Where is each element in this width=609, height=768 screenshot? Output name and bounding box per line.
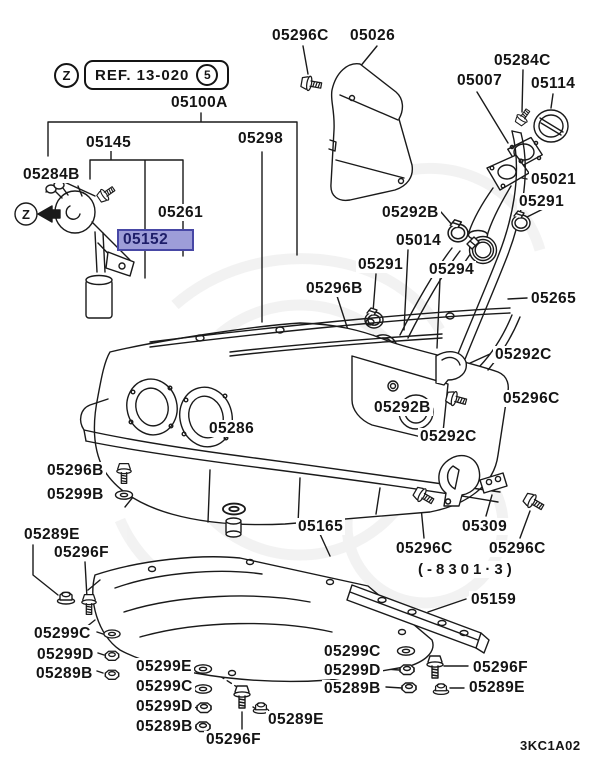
nut-icon xyxy=(197,703,211,713)
bolt-icon xyxy=(82,595,96,615)
washer-icon xyxy=(398,647,415,655)
part-label[interactable]: 05294 xyxy=(429,261,475,278)
nut-icon xyxy=(400,665,414,675)
fuel-cap-drawing xyxy=(534,110,568,142)
bolt-icon xyxy=(234,686,250,708)
washer-icon xyxy=(104,630,120,638)
part-label[interactable]: 05292C xyxy=(420,428,477,445)
part-label[interactable]: 05284B xyxy=(23,166,80,183)
bolt-icon xyxy=(300,75,322,93)
part-label[interactable]: 05289E xyxy=(469,679,525,696)
part-label[interactable]: 05289B xyxy=(136,718,193,735)
part-label[interactable]: 05296C xyxy=(503,390,560,407)
part-label[interactable]: 05296B xyxy=(47,462,104,479)
part-label[interactable]: 05265 xyxy=(531,290,577,307)
part-label[interactable]: 05296C xyxy=(272,27,329,44)
ref-box[interactable] xyxy=(84,60,229,90)
drain-plug-drawing xyxy=(226,518,241,537)
part-label[interactable]: 05298 xyxy=(238,130,284,147)
part-label[interactable]: 05165 xyxy=(298,518,344,535)
part-label[interactable]: 05114 xyxy=(531,75,576,92)
part-label[interactable]: 05291 xyxy=(358,256,404,273)
part-label[interactable]: 05292B xyxy=(374,399,431,416)
part-label[interactable]: 05014 xyxy=(396,232,442,249)
part-label[interactable]: 05309 xyxy=(462,518,508,535)
flange-nut-icon xyxy=(433,684,448,695)
applicability-note: (-8301·3) xyxy=(418,561,516,578)
nut-icon xyxy=(105,670,118,679)
svg-text:Z: Z xyxy=(22,207,30,222)
part-label[interactable]: 05026 xyxy=(350,27,396,44)
part-label[interactable]: 05289B xyxy=(324,680,381,697)
part-label[interactable]: 05159 xyxy=(471,591,517,608)
washer-icon xyxy=(223,504,245,515)
part-label[interactable]: 05289B xyxy=(36,665,93,682)
hose-clamp-icon xyxy=(467,237,497,264)
part-label[interactable]: 05296C xyxy=(489,540,546,557)
part-label[interactable]: 05291 xyxy=(519,193,565,210)
nut-icon xyxy=(402,683,416,693)
part-label[interactable]: 05292C xyxy=(495,346,552,363)
ref-sheet-number: 5 xyxy=(196,64,218,86)
part-label[interactable]: 05289E xyxy=(24,526,80,543)
part-label[interactable]: 05296F xyxy=(473,659,528,676)
part-label-highlighted[interactable]: 05152 xyxy=(117,229,194,251)
part-label[interactable]: 05292B xyxy=(382,204,439,221)
part-label[interactable]: 05289E xyxy=(268,711,324,728)
screw-icon xyxy=(514,107,533,127)
washer-icon xyxy=(195,685,212,693)
part-label[interactable]: 05296F xyxy=(54,544,109,561)
part-label[interactable]: 05007 xyxy=(457,72,503,89)
part-label[interactable]: 05299B xyxy=(47,486,104,503)
part-label[interactable]: 05286 xyxy=(209,420,255,437)
part-label[interactable]: 05284C xyxy=(494,52,551,69)
part-label[interactable]: 05100A xyxy=(171,94,228,111)
part-label[interactable]: 05299C xyxy=(324,643,381,660)
nut-icon xyxy=(105,651,118,660)
shield-drawing xyxy=(329,64,412,201)
part-label[interactable]: 05296C xyxy=(396,540,453,557)
zone-marker: Z xyxy=(54,63,79,88)
part-label[interactable]: 05299D xyxy=(136,698,193,715)
washer-icon xyxy=(195,665,212,673)
part-label[interactable]: 05021 xyxy=(531,171,577,188)
part-label[interactable]: 05299D xyxy=(37,646,94,663)
washer-icon xyxy=(116,491,133,499)
part-label[interactable]: 05261 xyxy=(158,204,204,221)
bolt-icon xyxy=(522,491,546,513)
ref-label: REF. 13-020 xyxy=(95,66,190,84)
reference-tag xyxy=(54,60,229,90)
plate-code: 3KC1A02 xyxy=(520,738,581,753)
part-label[interactable]: 05299C xyxy=(34,625,91,642)
flange-nut-icon xyxy=(58,592,75,604)
part-label[interactable]: 05299E xyxy=(136,658,192,675)
part-label[interactable]: 05145 xyxy=(86,134,132,151)
part-label[interactable]: 05296B xyxy=(306,280,363,297)
part-label[interactable]: 05299D xyxy=(324,662,381,679)
part-label[interactable]: 05296F xyxy=(206,731,261,748)
screw-icon xyxy=(95,183,117,204)
part-label[interactable]: 05299C xyxy=(136,678,193,695)
bolt-icon xyxy=(427,656,443,678)
